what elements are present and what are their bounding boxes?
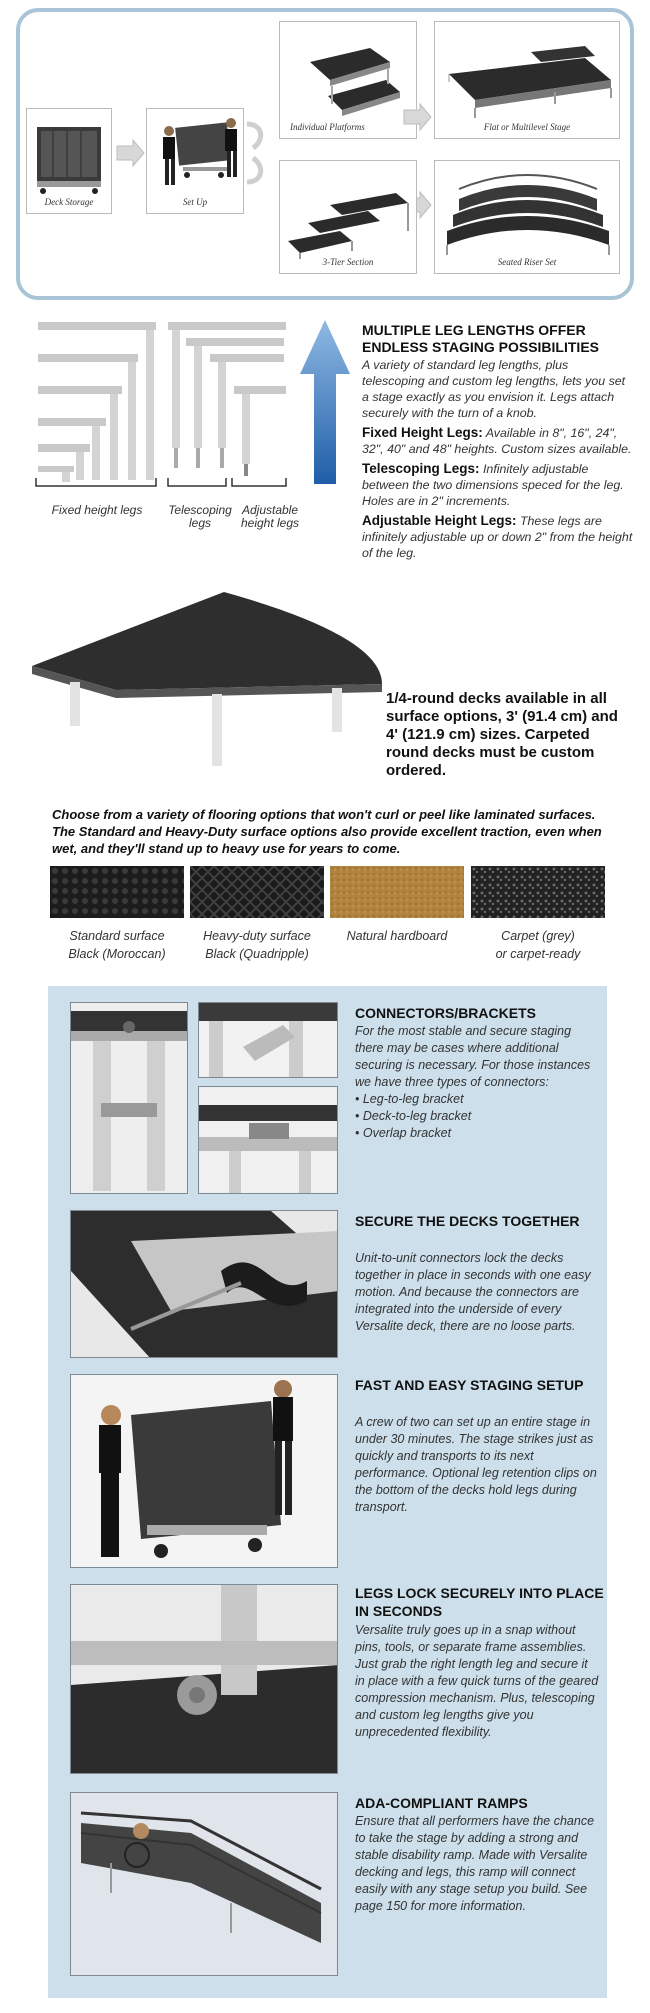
leg-to-leg-bracket-photo	[70, 1002, 188, 1194]
ada-ramp-photo	[70, 1792, 338, 1976]
legs-lock-title: LEGS LOCK SECURELY INTO PLACE IN SECONDS	[355, 1585, 604, 1619]
swatch-caption-line: Black (Quadripple)	[205, 947, 309, 961]
branch-arrow-icon	[243, 118, 275, 188]
deck-storage-caption: Deck Storage	[44, 197, 94, 207]
quarter-round-description: 1/4-round decks available in all surface options, 3' (91.4 cm) and 4' (121.9 cm) sizes. Carpeted round decks must be custom ordered.	[386, 690, 618, 779]
swatch-natural-hardboard	[330, 866, 464, 918]
adjustable-legs-paragraph	[362, 513, 634, 561]
set-up-thumb	[146, 108, 244, 214]
swatch-caption-line: or carpet-ready	[495, 947, 581, 961]
swatch-standard-moroccan	[50, 866, 184, 918]
unit-connector-photo	[70, 1210, 338, 1358]
flooring-intro: Choose from a variety of flooring options that won't curl or peel like laminated surfaces. The Standard and Heavy-Duty surface options also provide excellent traction, even when wet, and they'll stand up to heavy use for years to come.	[52, 807, 602, 856]
arrow-icon	[400, 100, 434, 134]
connector-bullet: • Overlap bracket	[355, 1126, 452, 1140]
flat-multilevel-thumb	[434, 21, 620, 139]
telescoping-legs-text: Infinitely adjustable between the two dimensions speced for the leg. Holes are in 2" increments.	[362, 462, 624, 508]
secure-decks-text: Unit-to-unit connectors lock the decks together in place in seconds with one easy motion. And because the connectors are integrated into the underside of every Versalite deck, there are no loose parts.	[355, 1251, 591, 1333]
legs-intro: A variety of standard leg lengths, plus telescoping and custom leg lengths, lets you set a stage exactly as you envision it. Legs attach securely with the turn of a knob.	[362, 358, 626, 420]
legs-lock-text: Versalite truly goes up in a snap without pins, tools, or separate frame assemblies. Just grab the right length leg and secure it in place with a few quick turns of the geared compression mechanism. Plus, telescoping and custom leg lengths give you unprecedented flexibility.	[355, 1623, 599, 1739]
fixed-legs-caption: Fixed height legs	[51, 503, 143, 517]
swatch-caption-line: Natural hardboard	[346, 929, 448, 943]
swatch-caption-line: Carpet (grey)	[501, 929, 575, 943]
swatch-heavy-duty-quadripple	[190, 866, 324, 918]
set-up-caption: Set Up	[182, 197, 208, 207]
legs-text-block	[362, 357, 634, 561]
swatch-caption-hardboard	[322, 927, 472, 945]
arrow-icon	[113, 136, 147, 170]
swatch-caption-standard	[42, 927, 192, 963]
seated-riser-caption: Seated Riser Set	[497, 257, 557, 267]
individual-platforms-caption: Individual Platforms	[290, 122, 365, 132]
connectors-body: For the most stable and secure staging there may be cases where additional securing is necessary. For those instances we have three types of connectors:	[355, 1024, 591, 1089]
fixed-legs-paragraph	[362, 425, 634, 457]
three-tier-caption: 3-Tier Section	[322, 257, 374, 267]
ada-ramps-text: Ensure that all performers have the chance to take the stage by adding a strong and stable disability ramp. Made with Versalite decking and legs, this ramp will connect easily with any stage setup you build. See page 150 for more information.	[355, 1814, 595, 1913]
connector-bullet: • Leg-to-leg bracket	[355, 1092, 464, 1106]
ada-ramps-title: ADA-COMPLIANT RAMPS	[355, 1795, 528, 1811]
up-arrow-icon	[298, 318, 352, 488]
three-tier-thumb	[279, 160, 417, 274]
leg-lock-photo	[70, 1584, 338, 1774]
connector-bullet: • Deck-to-leg bracket	[355, 1109, 472, 1123]
telescoping-legs-paragraph	[362, 461, 634, 509]
secure-decks-title: SECURE THE DECKS TOGETHER	[355, 1213, 580, 1229]
legs-heading: MULTIPLE LEG LENGTHS OFFER ENDLESS STAGING POSSIBILITIES	[362, 322, 599, 355]
adjustable-legs-text: These legs are infinitely adjustable up or down 2" from the height of the leg.	[362, 514, 633, 560]
swatch-caption-carpet	[463, 927, 613, 963]
swatch-caption-line: Heavy-duty surface	[203, 929, 311, 943]
swatch-carpet-grey	[471, 866, 605, 918]
fixed-legs-text: Available in 8", 16", 24", 32", 40" and 48" heights. Custom sizes available.	[362, 426, 632, 456]
leg-lengths-illustration	[34, 318, 334, 498]
individual-platforms-thumb	[279, 21, 417, 139]
telescoping-legs-label: Telescoping Legs:	[362, 461, 480, 476]
connectors-text	[355, 1023, 600, 1142]
connectors-title: CONNECTORS/BRACKETS	[355, 1005, 536, 1021]
quarter-round-deck-image	[28, 588, 388, 778]
fixed-legs-label: Fixed Height Legs:	[362, 425, 483, 440]
telescoping-legs-caption: Telescoping legs	[168, 503, 232, 530]
deck-to-leg-bracket-photo	[198, 1002, 338, 1078]
swatch-caption-heavy-duty	[182, 927, 332, 963]
fast-setup-title: FAST AND EASY STAGING SETUP	[355, 1377, 584, 1393]
seated-riser-thumb	[434, 160, 620, 274]
flat-multilevel-caption: Flat or Multilevel Stage	[483, 122, 571, 132]
swatch-caption-line: Black (Moroccan)	[68, 947, 166, 961]
fast-setup-text: A crew of two can set up an entire stage in under 30 minutes. The stage strikes just as quickly and transports to its next performance. Optional leg retention clips on the bottom of the decks hold legs during transport.	[355, 1415, 597, 1514]
overlap-bracket-photo	[198, 1086, 338, 1194]
setup-crew-photo	[70, 1374, 338, 1568]
adjustable-legs-caption: Adjustable height legs	[240, 503, 300, 530]
deck-storage-thumb	[26, 108, 112, 214]
adjustable-legs-label: Adjustable Height Legs:	[362, 513, 517, 528]
swatch-caption-line: Standard surface	[69, 929, 165, 943]
